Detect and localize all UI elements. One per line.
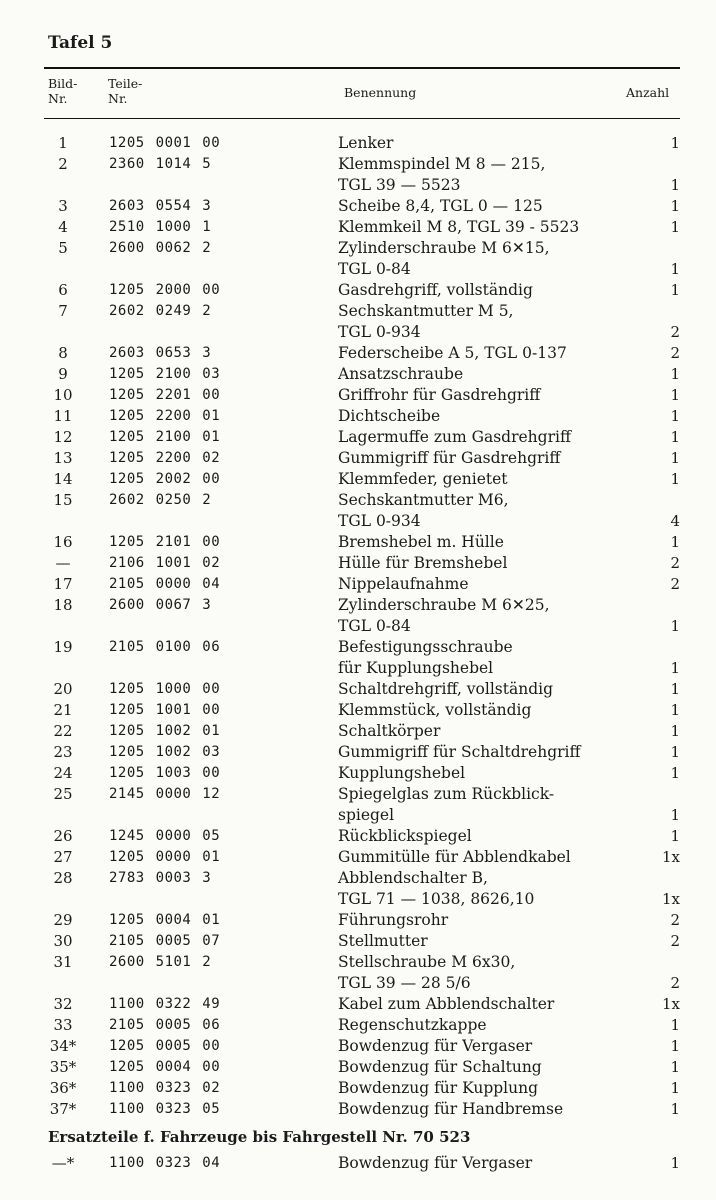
benennung: Griffrohr für Gasdrehgriff xyxy=(338,386,541,404)
benennung: Kupplungshebel xyxy=(338,764,466,782)
teile-nr: 2603 0653 3 xyxy=(109,345,212,361)
teile-nr: 2602 0249 2 xyxy=(109,303,212,319)
row-line xyxy=(0,658,716,679)
row-line xyxy=(0,952,716,973)
anzahl: 1 xyxy=(670,365,680,383)
teile-nr: 1205 2000 00 xyxy=(109,282,221,298)
benennung: Stellmutter xyxy=(338,932,428,950)
table-row xyxy=(0,994,716,1015)
row-line xyxy=(0,364,716,385)
row-line xyxy=(0,637,716,658)
bild-nr: 6 xyxy=(58,281,68,299)
benennung: TGL 39 — 28 5/6 xyxy=(338,974,471,992)
teile-nr: 2360 1014 5 xyxy=(109,156,212,172)
table-row xyxy=(0,1099,716,1120)
row-line xyxy=(0,469,716,490)
row-line xyxy=(0,595,716,616)
table-row xyxy=(0,574,716,595)
benennung: TGL 39 — 5523 xyxy=(338,176,461,194)
row-line xyxy=(0,784,716,805)
teile-nr: 1205 2100 01 xyxy=(109,429,221,445)
row-line xyxy=(0,742,716,763)
table-row xyxy=(0,910,716,931)
bild-nr: 13 xyxy=(53,449,73,467)
anzahl: 1 xyxy=(670,1079,680,1097)
table-row xyxy=(0,700,716,721)
bild-nr: 23 xyxy=(53,743,73,761)
benennung: Klemmspindel M 8 — 215, xyxy=(338,155,546,173)
anzahl: 1x xyxy=(661,995,680,1013)
bild-nr: 20 xyxy=(53,680,73,698)
bild-nr: 18 xyxy=(53,596,73,614)
bild-nr: 35* xyxy=(49,1058,77,1076)
row-line xyxy=(0,154,716,175)
benennung: Bowdenzug für Vergaser xyxy=(338,1154,533,1172)
benennung: Sechskantmutter M 5, xyxy=(338,302,514,320)
benennung: Ansatzschraube xyxy=(338,365,464,383)
bild-nr: 7 xyxy=(58,302,68,320)
anzahl: 1 xyxy=(670,176,680,194)
teile-nr: 2105 0100 06 xyxy=(109,639,221,655)
section-title: Ersatzteile f. Fahrzeuge bis Fahrgestell Nr. 70 523 xyxy=(48,1128,471,1146)
teile-nr: 1205 2201 00 xyxy=(109,387,221,403)
teile-nr: 1100 0323 05 xyxy=(109,1101,221,1117)
benennung: Rückblickspiegel xyxy=(338,827,472,845)
row-line xyxy=(0,721,716,742)
anzahl: 1 xyxy=(670,533,680,551)
bild-nr: 30 xyxy=(53,932,73,950)
benennung: Sechskantmutter M6, xyxy=(338,491,509,509)
anzahl: 1 xyxy=(670,1016,680,1034)
anzahl: 2 xyxy=(670,575,680,593)
anzahl: 1x xyxy=(661,848,680,866)
table-row xyxy=(0,427,716,448)
section-parts-table xyxy=(0,1153,716,1174)
teile-nr: 1205 1000 00 xyxy=(109,681,221,697)
teile-nr: 1205 0000 01 xyxy=(109,849,221,865)
row-line xyxy=(0,280,716,301)
row-line xyxy=(0,910,716,931)
benennung: Klemmstück, vollständig xyxy=(338,701,532,719)
teile-nr: 2510 1000 1 xyxy=(109,219,212,235)
benennung: Kabel zum Abblendschalter xyxy=(338,995,555,1013)
bild-nr: 31 xyxy=(53,953,73,971)
anzahl: 2 xyxy=(670,974,680,992)
benennung: TGL 0-934 xyxy=(338,512,421,530)
bild-nr: 5 xyxy=(58,239,68,257)
table-row xyxy=(0,784,716,826)
bild-nr: 37* xyxy=(49,1100,77,1118)
table-row xyxy=(0,763,716,784)
teile-nr: 1205 1001 00 xyxy=(109,702,221,718)
row-line xyxy=(0,868,716,889)
bild-nr: 12 xyxy=(53,428,73,446)
bild-nr: 4 xyxy=(58,218,68,236)
row-line xyxy=(0,1099,716,1120)
bild-nr: 26 xyxy=(53,827,73,845)
bild-nr: 34* xyxy=(49,1037,77,1055)
benennung: Lagermuffe zum Gasdrehgriff xyxy=(338,428,571,446)
bild-nr: 33 xyxy=(53,1016,73,1034)
anzahl: 2 xyxy=(670,911,680,929)
row-line xyxy=(0,427,716,448)
anzahl: 2 xyxy=(670,932,680,950)
anzahl: 1 xyxy=(670,1100,680,1118)
teile-nr: 2600 0062 2 xyxy=(109,240,212,256)
bild-nr: 28 xyxy=(53,869,73,887)
teile-nr: 1205 2200 01 xyxy=(109,408,221,424)
header-benennung: Benennung xyxy=(344,85,417,100)
row-line xyxy=(0,385,716,406)
teile-nr: 1100 0322 49 xyxy=(109,996,221,1012)
anzahl: 1 xyxy=(670,806,680,824)
table-row xyxy=(0,1015,716,1036)
bild-nr: 1 xyxy=(58,134,68,152)
table-row xyxy=(0,952,716,994)
teile-nr: 2783 0003 3 xyxy=(109,870,212,886)
anzahl: 1 xyxy=(670,1037,680,1055)
bild-nr: 15 xyxy=(53,491,73,509)
anzahl: 1 xyxy=(670,680,680,698)
teile-nr: 2106 1001 02 xyxy=(109,555,221,571)
teile-nr: 2105 0005 06 xyxy=(109,1017,221,1033)
table-row xyxy=(0,826,716,847)
benennung: Klemmfeder, genietet xyxy=(338,470,508,488)
table-row xyxy=(0,238,716,280)
table-row xyxy=(0,154,716,196)
benennung: Gasdrehgriff, vollständig xyxy=(338,281,533,299)
anzahl: 1 xyxy=(670,449,680,467)
benennung: Führungsrohr xyxy=(338,911,449,929)
benennung: Gummigriff für Schaltdrehgriff xyxy=(338,743,581,761)
table-row xyxy=(0,133,716,154)
row-line xyxy=(0,700,716,721)
anzahl: 1 xyxy=(670,470,680,488)
table-row xyxy=(0,532,716,553)
benennung: Gummitülle für Abblendkabel xyxy=(338,848,571,866)
row-line xyxy=(0,175,716,196)
row-line xyxy=(0,553,716,574)
teile-nr: 2602 0250 2 xyxy=(109,492,212,508)
row-line xyxy=(0,1078,716,1099)
table-row xyxy=(0,364,716,385)
bild-nr: 19 xyxy=(53,638,73,656)
anzahl: 1 xyxy=(670,722,680,740)
bild-nr: 25 xyxy=(53,785,73,803)
row-line xyxy=(0,1153,716,1174)
table-row xyxy=(0,469,716,490)
table-row xyxy=(0,931,716,952)
table-row xyxy=(0,385,716,406)
table-row xyxy=(0,217,716,238)
teile-nr: 1100 0323 02 xyxy=(109,1080,221,1096)
bild-nr: 24 xyxy=(53,764,73,782)
benennung: Bowdenzug für Vergaser xyxy=(338,1037,533,1055)
teile-nr: 1205 0004 00 xyxy=(109,1059,221,1075)
teile-nr: 1205 1002 01 xyxy=(109,723,221,739)
header-top-rule xyxy=(44,67,680,69)
benennung: TGL 0-934 xyxy=(338,323,421,341)
benennung: spiegel xyxy=(338,806,395,824)
benennung: für Kupplungshebel xyxy=(338,659,494,677)
row-line xyxy=(0,259,716,280)
page-title: Tafel 5 xyxy=(48,33,113,53)
teile-nr: 1205 2200 02 xyxy=(109,450,221,466)
table-row xyxy=(0,679,716,700)
anzahl: 2 xyxy=(670,323,680,341)
anzahl: 4 xyxy=(670,512,680,530)
benennung: Federscheibe A 5, TGL 0-137 xyxy=(338,344,567,362)
row-line xyxy=(0,1036,716,1057)
bild-nr: — xyxy=(55,554,71,572)
anzahl: 1 xyxy=(670,617,680,635)
row-line xyxy=(0,490,716,511)
teile-nr: 1205 0004 01 xyxy=(109,912,221,928)
benennung: Zylinderschraube M 6✕25, xyxy=(338,596,550,614)
row-line xyxy=(0,826,716,847)
teile-nr: 1205 0001 00 xyxy=(109,135,221,151)
benennung: Schaltkörper xyxy=(338,722,441,740)
teile-nr: 1245 0000 05 xyxy=(109,828,221,844)
bild-nr: 10 xyxy=(53,386,73,404)
bild-nr: 21 xyxy=(53,701,73,719)
row-line xyxy=(0,574,716,595)
anzahl: 1 xyxy=(670,701,680,719)
table-row xyxy=(0,448,716,469)
row-line xyxy=(0,616,716,637)
table-row xyxy=(0,553,716,574)
row-line xyxy=(0,301,716,322)
row-line xyxy=(0,511,716,532)
anzahl: 1 xyxy=(670,260,680,278)
teile-nr: 2105 0005 07 xyxy=(109,933,221,949)
bild-nr: 29 xyxy=(53,911,73,929)
table-row xyxy=(0,196,716,217)
benennung: Lenker xyxy=(338,134,394,152)
row-line xyxy=(0,1057,716,1078)
row-line xyxy=(0,217,716,238)
teile-nr: 2600 0067 3 xyxy=(109,597,212,613)
table-row xyxy=(0,406,716,427)
benennung: Bowdenzug für Kupplung xyxy=(338,1079,539,1097)
benennung: Abblendschalter B, xyxy=(338,869,488,887)
benennung: Spiegelglas zum Rückblick- xyxy=(338,785,555,803)
benennung: Regenschutzkappe xyxy=(338,1016,487,1034)
bild-nr: 36* xyxy=(49,1079,77,1097)
anzahl: 2 xyxy=(670,344,680,362)
row-line xyxy=(0,196,716,217)
bild-nr: 8 xyxy=(58,344,68,362)
row-line xyxy=(0,679,716,700)
benennung: Bremshebel m. Hülle xyxy=(338,533,504,551)
teile-nr: 1100 0323 04 xyxy=(109,1155,221,1171)
row-line xyxy=(0,805,716,826)
row-line xyxy=(0,406,716,427)
table-row xyxy=(0,721,716,742)
anzahl: 1 xyxy=(670,764,680,782)
teile-nr: 2105 0000 04 xyxy=(109,576,221,592)
teile-nr: 1205 2101 00 xyxy=(109,534,221,550)
teile-nr: 2603 0554 3 xyxy=(109,198,212,214)
anzahl: 2 xyxy=(670,554,680,572)
row-line xyxy=(0,994,716,1015)
header-teile-nr: Teile- Nr. xyxy=(108,76,143,106)
benennung: Befestigungsschraube xyxy=(338,638,513,656)
header-bild-nr: Bild- Nr. xyxy=(48,76,78,106)
teile-nr: 1205 0005 00 xyxy=(109,1038,221,1054)
row-line xyxy=(0,1015,716,1036)
table-row xyxy=(0,1153,716,1174)
anzahl: 1 xyxy=(670,218,680,236)
table-row xyxy=(0,343,716,364)
anzahl: 1 xyxy=(670,134,680,152)
anzahl: 1 xyxy=(670,407,680,425)
bild-nr: 14 xyxy=(53,470,73,488)
row-line xyxy=(0,973,716,994)
benennung: Scheibe 8,4, TGL 0 — 125 xyxy=(338,197,543,215)
anzahl: 1 xyxy=(670,386,680,404)
anzahl: 1 xyxy=(670,281,680,299)
bild-nr: 17 xyxy=(53,575,73,593)
teile-nr: 1205 1002 03 xyxy=(109,744,221,760)
anzahl: 1 xyxy=(670,197,680,215)
benennung: TGL 71 — 1038, 8626,10 xyxy=(338,890,535,908)
bild-nr: 27 xyxy=(53,848,73,866)
benennung: TGL 0-84 xyxy=(338,617,411,635)
benennung: Klemmkeil M 8, TGL 39 - 5523 xyxy=(338,218,580,236)
benennung: Hülle für Bremshebel xyxy=(338,554,508,572)
anzahl: 1 xyxy=(670,1058,680,1076)
anzahl: 1x xyxy=(661,890,680,908)
row-line xyxy=(0,133,716,154)
table-row xyxy=(0,490,716,532)
table-row xyxy=(0,1057,716,1078)
row-line xyxy=(0,847,716,868)
benennung: Stellschraube M 6x30, xyxy=(338,953,516,971)
row-line xyxy=(0,448,716,469)
table-row xyxy=(0,301,716,343)
bild-nr: 3 xyxy=(58,197,68,215)
benennung: Zylinderschraube M 6✕15, xyxy=(338,239,550,257)
row-line xyxy=(0,238,716,259)
header-bottom-rule xyxy=(44,118,680,119)
row-line xyxy=(0,889,716,910)
bild-nr: 22 xyxy=(53,722,73,740)
bild-nr: 2 xyxy=(58,155,68,173)
anzahl: 1 xyxy=(670,827,680,845)
anzahl: 1 xyxy=(670,1154,680,1172)
bild-nr: 16 xyxy=(53,533,73,551)
bild-nr: —* xyxy=(51,1154,75,1172)
teile-nr: 1205 1003 00 xyxy=(109,765,221,781)
table-row xyxy=(0,1036,716,1057)
row-line xyxy=(0,763,716,784)
row-line xyxy=(0,931,716,952)
teile-nr: 1205 2100 03 xyxy=(109,366,221,382)
benennung: Dichtscheibe xyxy=(338,407,441,425)
anzahl: 1 xyxy=(670,659,680,677)
benennung: TGL 0-84 xyxy=(338,260,411,278)
table-row xyxy=(0,847,716,868)
row-line xyxy=(0,532,716,553)
anzahl: 1 xyxy=(670,743,680,761)
bild-nr: 9 xyxy=(58,365,68,383)
header-anzahl: Anzahl xyxy=(626,85,670,100)
benennung: Gummigriff für Gasdrehgriff xyxy=(338,449,561,467)
anzahl: 1 xyxy=(670,428,680,446)
bild-nr: 11 xyxy=(53,407,73,425)
row-line xyxy=(0,343,716,364)
table-row xyxy=(0,637,716,679)
benennung: Schaltdrehgriff, vollständig xyxy=(338,680,554,698)
row-line xyxy=(0,322,716,343)
table-row xyxy=(0,742,716,763)
teile-nr: 2600 5101 2 xyxy=(109,954,212,970)
benennung: Bowdenzug für Schaltung xyxy=(338,1058,542,1076)
parts-table xyxy=(0,133,716,1120)
table-row xyxy=(0,1078,716,1099)
benennung: Bowdenzug für Handbremse xyxy=(338,1100,564,1118)
benennung: Nippelaufnahme xyxy=(338,575,469,593)
teile-nr: 1205 2002 00 xyxy=(109,471,221,487)
table-row xyxy=(0,868,716,910)
table-row xyxy=(0,280,716,301)
table-row xyxy=(0,595,716,637)
bild-nr: 32 xyxy=(53,995,73,1013)
teile-nr: 2145 0000 12 xyxy=(109,786,221,802)
